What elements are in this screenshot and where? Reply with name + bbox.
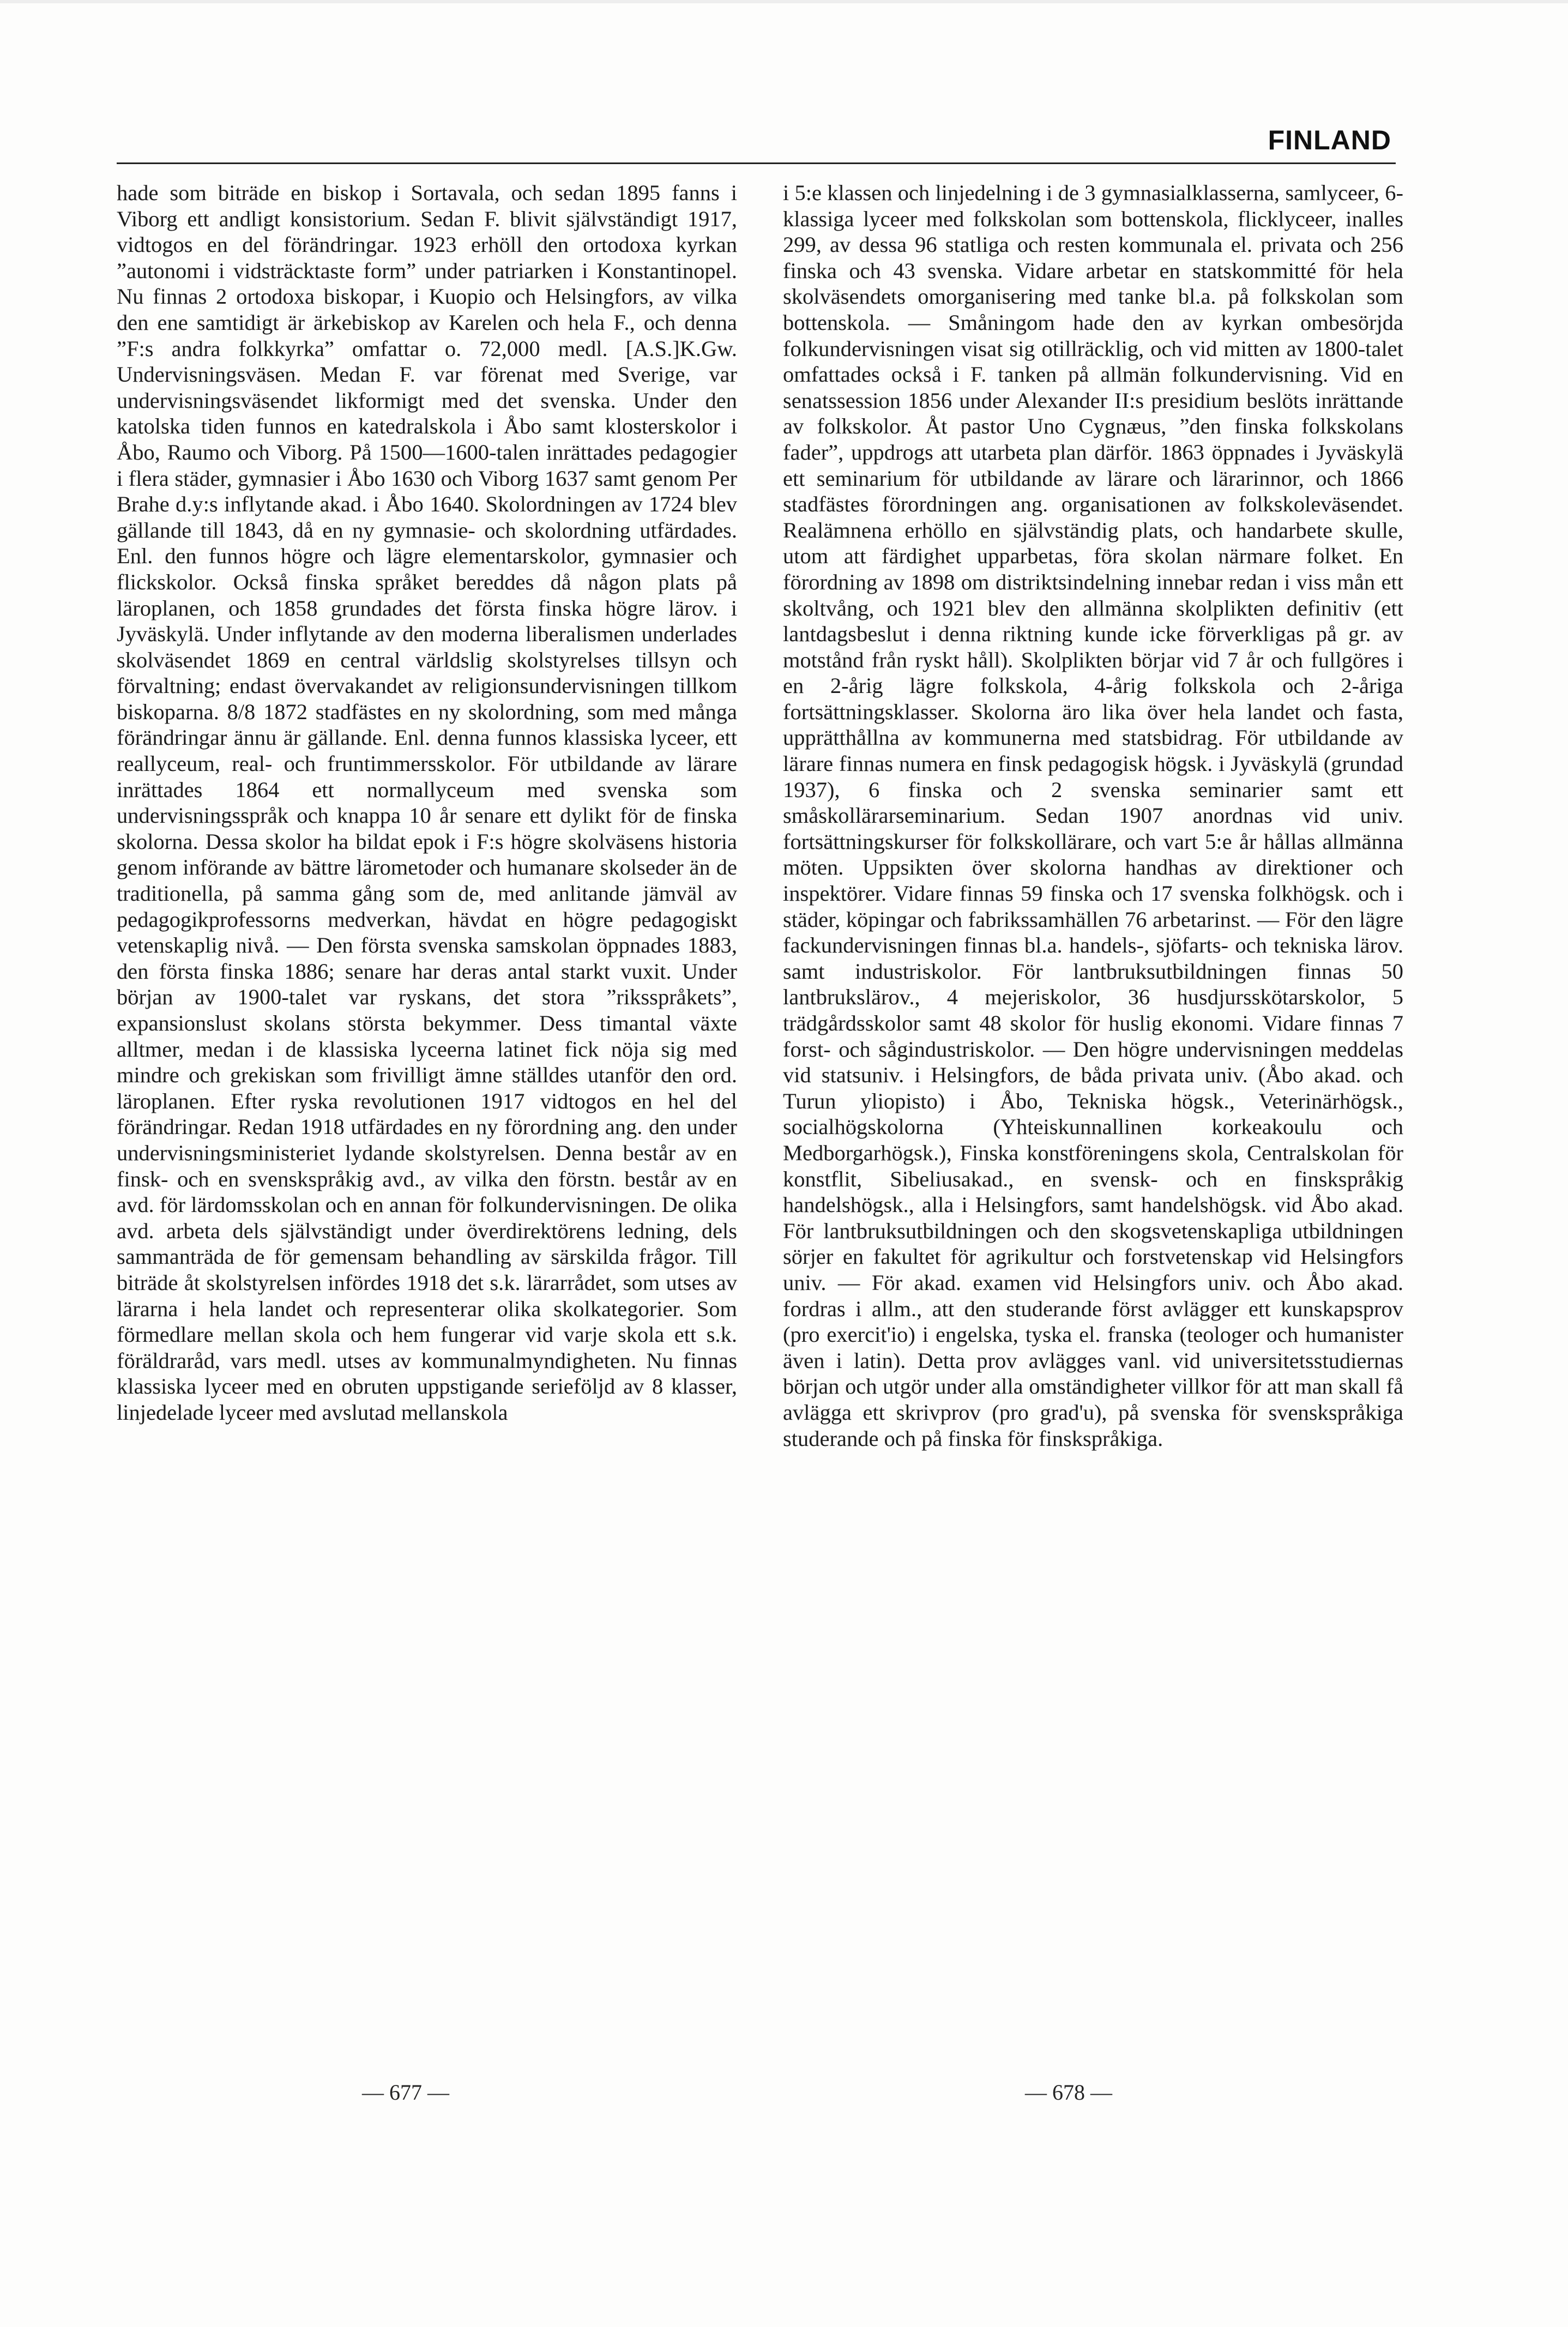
- page-number-right: — 678 —: [1025, 2080, 1112, 2105]
- right-column-text: i 5:e klassen och linjedelning i de 3 gymnasialklasserna, samlyceer, 6-klassiga lyceer med folkskolan som bottenskola, flicklyceer, inalles 299, av dessa 96 statliga och resten kommunala el. privata och 256 finska och 43 svenska. Vidare arbetar en statskommitté för hela skolväsendets omorganisering med tanke bl.a. på folkskolan som bottenskola. — Småningom hade den av kyrkan ombesörjda folkundervisningen visat sig otillräcklig, och vid mitten av 1800-talet omfattades också i F. tanken på allmän folkundervisning. Vid en senatssession 1856 under Alexander II:s presidium beslöts inrättande av folkskolor. Åt pastor Uno Cygnæus, ”den finska folkskolans fader”, uppdrogs att utarbeta plan därför. 1863 öppnades i Jyväskylä ett seminarium för utbildande av lärare och lärarinnor, och 1866 stadfästes förordningen ang. organisationen av folkskoleväsendet. Realämnena erhöllo en självständig plats, och handarbete skulle, utom att färdighet upparbetas, föra skolan närmare folket. En förordning av 1898 om distriktsindelning innebar redan i viss mån ett skoltvång, och 1921 blev den allmänna skolplikten definitiv (ett lantdagsbeslut i denna riktning kunde icke förverkligas på gr. av motstånd från ryskt håll). Skolplikten börjar vid 7 år och fullgöres i en 2-årig lägre folkskola, 4-årig folkskola och 2-åriga fortsättningsklasser. Skolorna äro lika över hela landet och fasta, upprätthållna av kommunerna med statsbidrag. För utbildande av lärare finnas numera en finsk pedagogisk högsk. i Jyväskylä (grundad 1937), 6 finska och 2 svenska seminarier samt ett småskollärarseminarium. Sedan 1907 anordnas vid univ. fortsättningskurser för folkskollärare, och vart 5:e år hållas allmänna möten. Uppsikten över skolorna handhas av direktioner och inspektörer. Vidare finnas 59 finska och 17 svenska folkhögsk. och i städer, köpingar och fabrikssamhällen 76 arbetarinst. — För den lägre fackundervisningen finnas bl.a. handels-, sjöfarts- och tekniska lärov. samt industriskolor. För lantbruksutbildningen finnas 50 lantbrukslärov., 4 mejeriskolor, 36 husdjursskötarskolor, 5 trädgårdsskolor samt 48 skolor för huslig ekonomi. Vidare finnas 7 forst- och sågindustriskolor. — Den högre undervisningen meddelas vid statsuniv. i Helsingfors, de båda privata univ. (Åbo akad. och Turun yliopisto) i Åbo, Tekniska högsk., Veterinärhögsk., socialhögskolorna (Yhteiskunnallinen korkeakoulu och Medborgarhögsk.), Finska konstföreningens skola, Centralskolan för konstflit, Sibeliusakad., en svensk- och en finskspråkig handelshögsk., alla i Helsingfors, samt handelshögsk. vid Åbo akad. För lantbruksutbildningen och den skogsvetenskapliga utbildningen sörjer en fakultet för agrikultur och forstvetenskap vid Helsingfors univ. — För akad. examen vid Helsingfors univ. och Åbo akad. fordras i allm., att den studerande först avlägger ett kunskapsprov (pro exercit'io) i engelska, tyska el. franska (teologer och humanister även i latin). Detta prov avlägges vanl. vid universitetsstudiernas början och utgör under alla omständigheter villkor för att man skall få avlägga ett skrivprov (pro grad'u), på svenska för svenskspråkiga studerande och på finska för finskspråkiga.: [783, 180, 1403, 1451]
- running-head: FINLAND: [1268, 125, 1391, 155]
- left-column-text: hade som biträde en biskop i Sortavala, och sedan 1895 fanns i Viborg ett andligt konsistorium. Sedan F. blivit självständigt 1917, vidtogos en del förändringar. 1923 erhöll den ortodoxa kyrkan ”autonomi i vidsträcktaste form” under patriarken i Konstantinopel. Nu finnas 2 ortodoxa biskopar, i Kuopio och Helsingfors, av vilka den ene samtidigt är ärkebiskop av Karelen och hela F., och denna ”F:s andra folkkyrka” omfattar o. 72,000 medl. [A.S.]K.Gw. Undervisningsväsen. Medan F. var förenat med Sverige, var undervisningsväsendet likformigt med det svenska. Under den katolska tiden funnos en katedralskola i Åbo samt klosterskolor i Åbo, Raumo och Viborg. På 1500—1600-talen inrättades pedagogier i flera städer, gymnasier i Åbo 1630 och Viborg 1637 samt genom Per Brahe d.y:s inflytande akad. i Åbo 1640. Skolordningen av 1724 blev gällande till 1843, då en ny gymnasie- och skolordning utfärdades. Enl. den funnos högre och lägre elementarskolor, gymnasier och flickskolor. Också finska språket bereddes då någon plats på läroplanen, och 1858 grundades det första finska högre lärov. i Jyväskylä. Under inflytande av den moderna liberalismen underlades skolväsendet 1869 en central världslig skolstyrelses tillsyn och förvaltning; endast övervakandet av religionsundervisningen tillkom biskoparna. 8/8 1872 stadfästes en ny skolordning, som med många förändringar ännu är gällande. Enl. denna funnos klassiska lyceer, ett reallyceum, real- och fruntimmersskolor. För utbildande av lärare inrättades 1864 ett normallyceum med svenska som undervisningsspråk och knappa 10 år senare ett dylikt för de finska skolorna. Dessa skolor ha bildat epok i F:s högre skolväsens historia genom införande av bättre lärometoder och humanare skolseder än de traditionella, på samma gång som de, med anlitande jämväl av pedagogikprofessorns medverkan, hävdat en högre pedagogiskt vetenskaplig nivå. — Den första svenska samskolan öppnades 1883, den första finska 1886; senare har deras antal starkt vuxit. Under början av 1900-talet var ryskans, det stora ”riksspråkets”, expansionslust skolans största bekymmer. Dess timantal växte alltmer, medan i de klassiska lyceerna latinet fick nöja sig med mindre och grekiskan som frivilligt ämne ställdes utanför den ord. läroplanen. Efter ryska revolutionen 1917 vidtogos en hel del förändringar. Redan 1918 utfärdades en ny förordning ang. den under undervisningsministeriet lydande skolstyrelsen. Denna består av en finsk- och en svenskspråkig avd., av vilka den förstn. består av en avd. för lärdomsskolan och en annan för folkundervisningen. De olika avd. arbeta dels självständigt under överdirektörens ledning, dels sammanträda de för gemensam behandling av särskilda frågor. Till biträde åt skolstyrelsen infördes 1918 det s.k. lärarrådet, som utses av lärarna i hela landet och representerar olika skolkategorier. Som förmedlare mellan skola och hem fungerar vid varje skola ett s.k. föräldraråd, vars medl. utses av kommunalmyndigheten. Nu finnas klassiska lyceer med en obruten uppstigande serieföljd av 8 klasser, linjedelade lyceer med avslutad mellanskola: [117, 180, 737, 1425]
- header-rule: [117, 162, 1396, 164]
- left-column: [117, 180, 737, 1426]
- right-column: [783, 180, 1403, 1451]
- scan-edge: [0, 0, 1568, 3]
- page-number-left: — 677 —: [362, 2080, 449, 2105]
